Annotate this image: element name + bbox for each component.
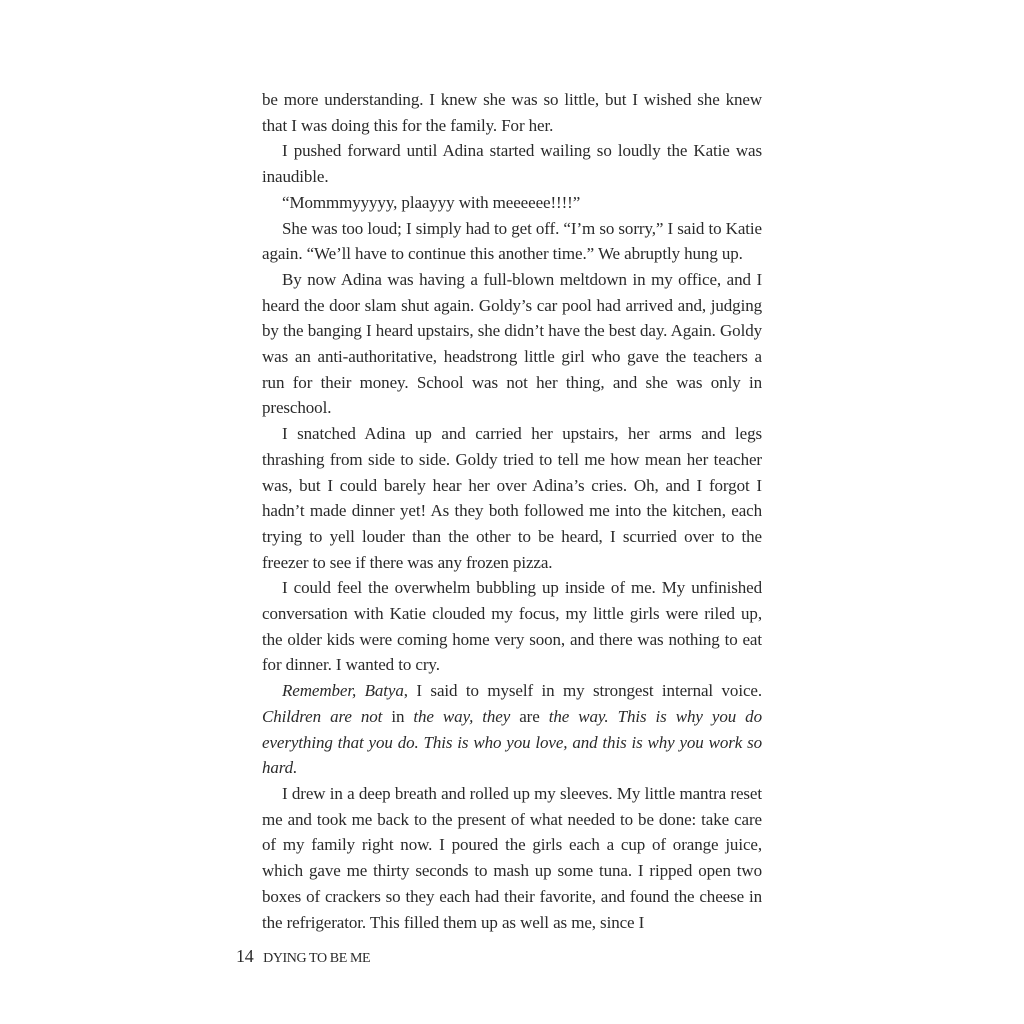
paragraph xyxy=(262,575,762,678)
italic-text: the way, they xyxy=(413,706,511,726)
paragraph xyxy=(262,216,762,267)
page-footer xyxy=(236,946,370,967)
italic-text: Children are not xyxy=(262,706,383,726)
text-run: “Mommmyyyyy, plaayyy with meeeeee!!!!” xyxy=(282,192,581,212)
paragraph xyxy=(262,781,762,935)
page-body xyxy=(262,87,762,935)
page-number: 14 xyxy=(236,946,254,966)
text-run: in xyxy=(382,706,414,726)
text-run: I could feel the overwhelm bubbling up inside of me. My unfinished conversation with Katie clouded my focus, my little girls were riled up, the older kids were coming home very soon, and there was nothing to eat for dinner. I wanted to cry. xyxy=(262,578,762,675)
text-run: , I said to myself in my strongest internal voice. xyxy=(403,681,762,701)
italic-text: the way. This is why you do everything that you do. This is who you love, and this is why you work so hard. xyxy=(262,706,762,778)
paragraph xyxy=(262,138,762,189)
text-run: She was too loud; I simply had to get off. “I’m so sorry,” I said to Katie again. “We’ll have to continue this another time.” We abruptly hung up. xyxy=(262,218,762,264)
text-run: be more understanding. I knew she was so little, but I wished she knew that I was doing this for the family. For her. xyxy=(262,90,762,135)
text-run: By now Adina was having a full-blown meltdown in my office, and I heard the door slam shut again. Goldy’s car pool had arrived and, judging by the banging I heard upstairs, she didn’t have the best day. Again. Goldy was an anti-authoritative, headstrong little girl who gave the teachers a run for their money. School was not her thing, and she was only in preschool. xyxy=(262,269,762,418)
paragraph xyxy=(262,190,762,216)
running-title: DYING TO BE ME xyxy=(263,951,371,966)
paragraph xyxy=(262,267,762,421)
text-run: are xyxy=(510,706,549,726)
paragraph xyxy=(262,87,762,138)
text-run: I pushed forward until Adina started wailing so loudly the Katie was inaudible. xyxy=(262,141,762,187)
paragraph xyxy=(262,421,762,575)
text-run: I snatched Adina up and carried her upstairs, her arms and legs thrashing from side to side. Goldy tried to tell me how mean her teacher was, but I could barely hear her over Adina’s cries. Oh, and I forgot I hadn’t made dinner yet! As they both followed me into the kitchen, each trying to yell louder than the other to be heard, I scurried over to the freezer to see if there was any frozen pizza. xyxy=(262,424,762,572)
text-run: I drew in a deep breath and rolled up my sleeves. My little mantra reset me and took me back to the present of what needed to be done: take care of my family right now. I poured the girls each a cup of orange juice, which gave me thirty seconds to mash up some tuna. I ripped open two boxes of crackers so they each had their favorite, and found the cheese in the refrigerator. This filled them up as well as me, since I xyxy=(262,783,762,932)
paragraph xyxy=(262,678,762,781)
italic-text: Remember, Batya xyxy=(282,681,404,701)
